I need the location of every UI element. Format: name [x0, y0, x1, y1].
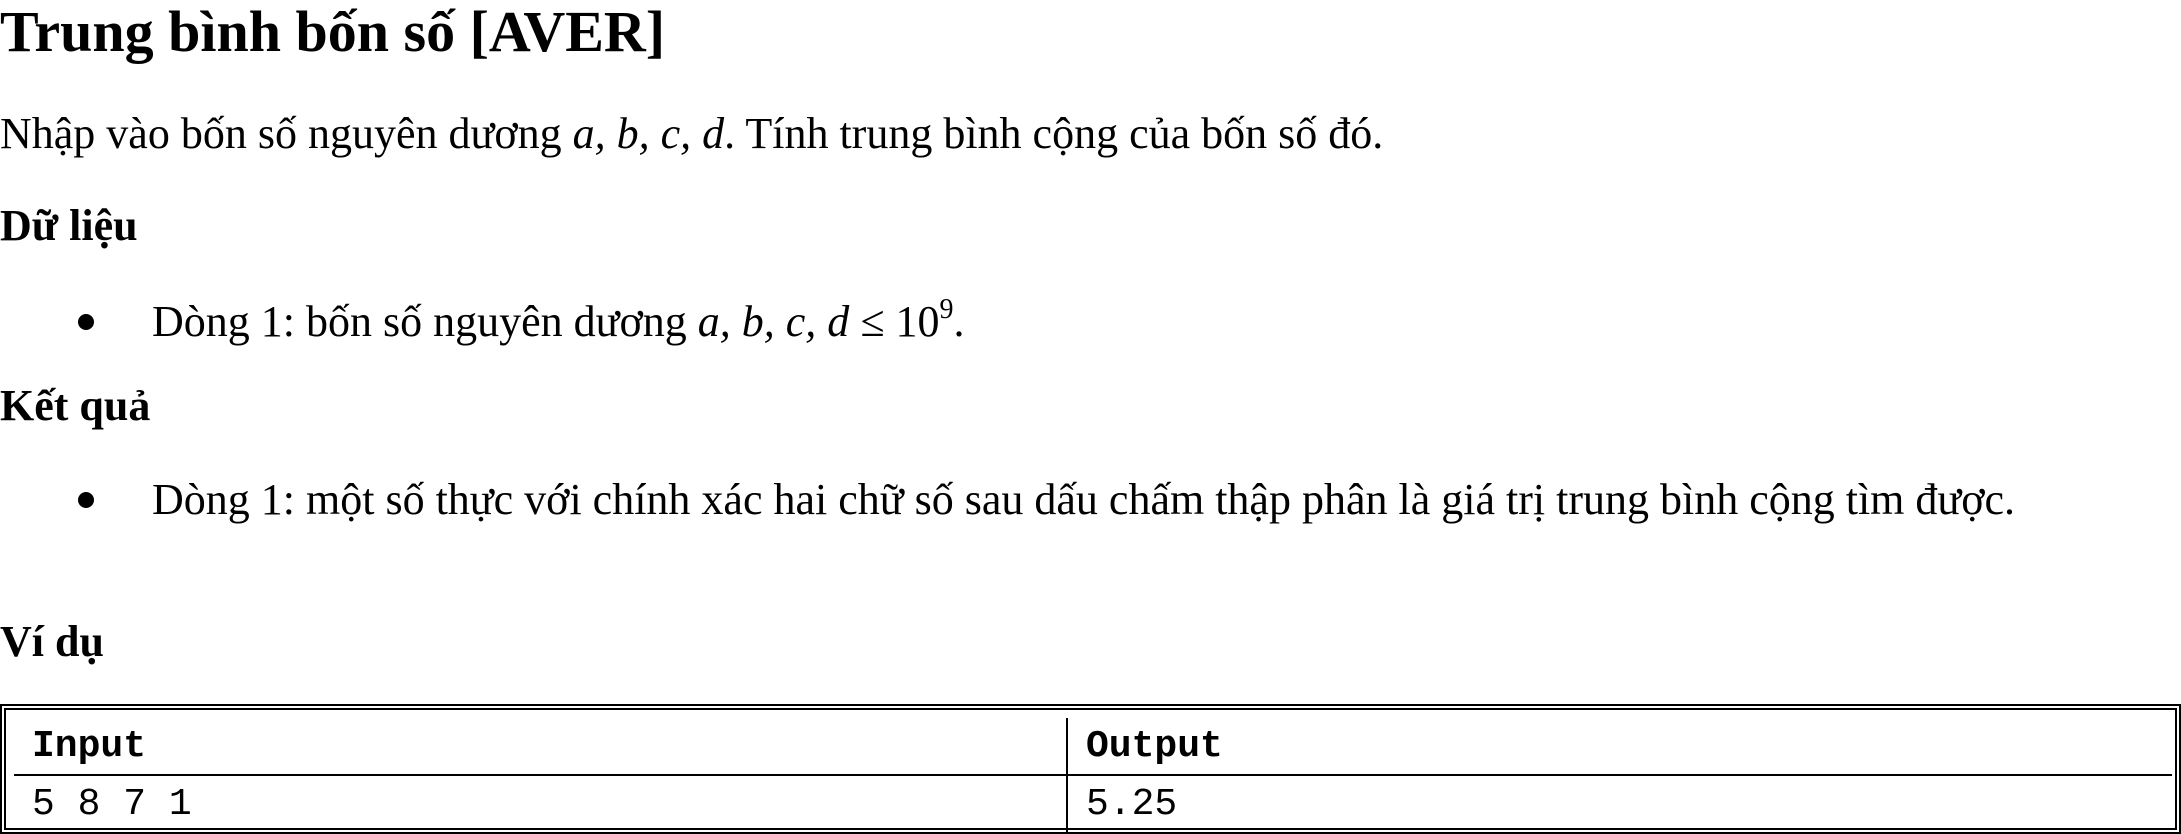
example-input-cell: 5 8 7 1 [14, 775, 1067, 833]
table-row [14, 775, 2172, 833]
example-heading: Ví dụ [0, 617, 104, 666]
output-bullet-text: Dòng 1: một số thực với chính xác hai chữ số sau dấu chấm thập phân là giá trị trung bình cộng tìm được. [152, 475, 2016, 524]
description-text-start: Nhập vào bốn số nguyên dương [0, 109, 573, 158]
input-exponent: 9 [939, 294, 954, 325]
input-relation: ≤ 10 [849, 297, 940, 346]
input-column-header: Input [14, 718, 1067, 775]
input-text-start: Dòng 1: bốn số nguyên dương [152, 297, 698, 346]
output-column-header: Output [1067, 718, 2172, 775]
problem-description [0, 108, 1383, 160]
bullet-dot [78, 314, 94, 330]
description-variables: a, b, c, d [572, 109, 725, 158]
example-table-frame [0, 704, 2181, 834]
example-output-cell: 5.25 [1067, 775, 2172, 833]
output-heading: Kết quả [0, 381, 151, 430]
table-header-row [14, 718, 2172, 775]
example-table [14, 718, 2172, 834]
bullet-dot [78, 492, 94, 508]
input-variables: a, b, c, d [697, 297, 850, 346]
page-title: Trung bình bốn số [AVER] [0, 0, 666, 64]
description-text-end: . Tính trung bình cộng của bốn số đó. [724, 109, 1384, 158]
input-heading: Dữ liệu [0, 201, 138, 250]
input-text-end: . [953, 297, 965, 346]
input-bullet-text [152, 292, 964, 352]
